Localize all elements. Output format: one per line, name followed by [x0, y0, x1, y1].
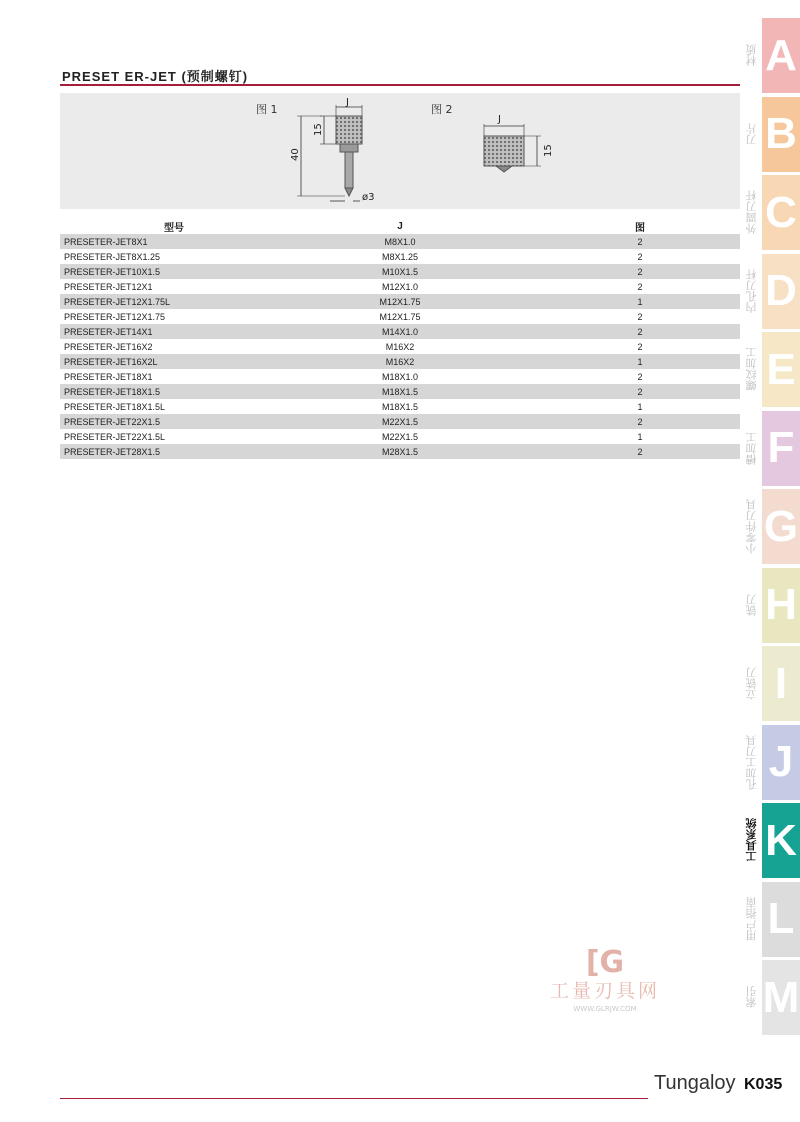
tab-i[interactable]	[740, 646, 800, 721]
cell-model: PRESETER-JET12X1.75L	[60, 294, 260, 309]
tab-b[interactable]	[740, 97, 800, 172]
cell-model: PRESETER-JET8X1	[60, 234, 260, 249]
watermark-url: WWW.GLRJW.COM	[573, 1005, 637, 1013]
tab-letter: J	[762, 725, 800, 800]
tab-label: 立铣刀	[745, 667, 758, 700]
figure-2-label: 图 2	[431, 103, 453, 116]
cell-figure: 2	[540, 309, 740, 324]
tab-letter: M	[762, 960, 800, 1035]
cell-j: M18X1.5	[260, 399, 540, 414]
cell-model: PRESETER-JET16X2	[60, 339, 260, 354]
tab-letter: A	[762, 18, 800, 93]
tab-g[interactable]	[740, 489, 800, 564]
table-row	[60, 234, 740, 249]
header-figure: 图	[635, 223, 645, 234]
tab-label: 刀片	[745, 123, 758, 145]
fig1-dim-d3: ø3	[362, 192, 375, 203]
cell-model: PRESETER-JET18X1	[60, 369, 260, 384]
figure-drawings	[60, 93, 740, 209]
cell-j: M12X1.0	[260, 279, 540, 294]
watermark	[535, 945, 675, 1013]
cell-figure: 1	[540, 354, 740, 369]
tab-letter: L	[762, 882, 800, 957]
cell-figure: 2	[540, 339, 740, 354]
cell-model: PRESETER-JET12X1.75	[60, 309, 260, 324]
header-j: J	[397, 221, 403, 232]
tab-j[interactable]	[740, 725, 800, 800]
table-row	[60, 249, 740, 264]
cell-figure: 2	[540, 264, 740, 279]
cell-model: PRESETER-JET22X1.5L	[60, 429, 260, 444]
fig2-dim-15: 15	[543, 144, 554, 157]
tab-label: 外圆刀杆	[745, 190, 758, 235]
table-row	[60, 399, 740, 414]
cell-model: PRESETER-JET8X1.25	[60, 249, 260, 264]
cell-j: M22X1.5	[260, 414, 540, 429]
table-row	[60, 369, 740, 384]
footer-divider	[60, 1098, 648, 1099]
tab-h[interactable]	[740, 568, 800, 643]
cell-model: PRESETER-JET16X2L	[60, 354, 260, 369]
tab-letter: G	[762, 489, 800, 564]
cell-j: M18X1.0	[260, 369, 540, 384]
tab-l[interactable]	[740, 882, 800, 957]
tab-letter: H	[762, 568, 800, 643]
figure-1-drawing	[297, 105, 362, 201]
table-row	[60, 384, 740, 399]
tab-label: 槽加工	[745, 431, 758, 465]
table-row	[60, 294, 740, 309]
cell-j: M18X1.5	[260, 384, 540, 399]
cell-j: M12X1.75	[260, 294, 540, 309]
tab-label: 用户指南	[745, 897, 758, 941]
fig1-dim-40: 40	[290, 148, 301, 161]
fig2-dim-j: J	[498, 114, 501, 125]
tab-c[interactable]	[740, 175, 800, 250]
tab-letter: F	[762, 411, 800, 486]
cell-j: M10X1.5	[260, 264, 540, 279]
tab-a[interactable]	[740, 18, 800, 93]
cell-model: PRESETER-JET22X1.5	[60, 414, 260, 429]
fig1-dim-15: 15	[313, 123, 324, 136]
page-number: K035	[744, 1076, 783, 1093]
watermark-text: 工量刃具网	[549, 980, 660, 1002]
tab-e[interactable]	[740, 332, 800, 407]
cell-figure: 2	[540, 279, 740, 294]
brand-name: Tungaloy	[654, 1072, 736, 1094]
cell-figure: 2	[540, 444, 740, 459]
tab-letter: C	[762, 175, 800, 250]
header-model: 型号	[164, 223, 184, 234]
tab-letter: I	[762, 646, 800, 721]
table-row	[60, 414, 740, 429]
page-title: PRESET ER-JET (预制螺钉)	[62, 69, 249, 84]
tab-label: 工具系统	[745, 818, 758, 863]
cell-j: M22X1.5	[260, 429, 540, 444]
cell-figure: 2	[540, 414, 740, 429]
cell-figure: 2	[540, 249, 740, 264]
table-row	[60, 354, 740, 369]
cell-j: M8X1.25	[260, 249, 540, 264]
cell-model: PRESETER-JET12X1	[60, 279, 260, 294]
tab-letter: B	[762, 97, 800, 172]
tab-letter: E	[762, 332, 800, 407]
cell-j: M8X1.0	[260, 234, 540, 249]
cell-j: M16X2	[260, 354, 540, 369]
cell-j: M14X1.0	[260, 324, 540, 339]
tab-letter: D	[762, 254, 800, 329]
tab-label: 小零件刀具	[745, 499, 758, 554]
fig1-dim-j: J	[346, 97, 349, 108]
cell-figure: 2	[540, 234, 740, 249]
tab-m[interactable]	[740, 960, 800, 1035]
tab-label: 铣刀	[745, 594, 758, 616]
cell-model: PRESETER-JET14X1	[60, 324, 260, 339]
cell-model: PRESETER-JET10X1.5	[60, 264, 260, 279]
tab-label: 内孔刀杆	[745, 269, 758, 313]
table-row	[60, 279, 740, 294]
figure-2-drawing	[484, 124, 541, 172]
table-row	[60, 309, 740, 324]
title-divider	[60, 84, 740, 86]
tab-letter: K	[762, 803, 800, 878]
cell-model: PRESETER-JET18X1.5L	[60, 399, 260, 414]
table-row	[60, 429, 740, 444]
spec-table	[60, 219, 740, 459]
cell-figure: 1	[540, 294, 740, 309]
table-row	[60, 324, 740, 339]
watermark-logo: [G	[585, 945, 625, 980]
table-row	[60, 264, 740, 279]
figure-1-label: 图 1	[256, 103, 278, 116]
cell-j: M12X1.75	[260, 309, 540, 324]
tab-label: 螺纹加工	[745, 347, 758, 392]
cell-figure: 2	[540, 384, 740, 399]
tab-f[interactable]	[740, 411, 800, 486]
tab-d[interactable]	[740, 254, 800, 329]
cell-j: M16X2	[260, 339, 540, 354]
table-header-row	[60, 219, 740, 234]
table-row	[60, 339, 740, 354]
cell-model: PRESETER-JET18X1.5	[60, 384, 260, 399]
tab-label: 孔加工刀具	[745, 734, 758, 790]
cell-figure: 1	[540, 429, 740, 444]
cell-figure: 2	[540, 324, 740, 339]
tab-label: 索引	[745, 986, 758, 1009]
cell-model: PRESETER-JET28X1.5	[60, 444, 260, 459]
cell-figure: 2	[540, 369, 740, 384]
cell-j: M28X1.5	[260, 444, 540, 459]
figure-panel	[60, 93, 740, 209]
table-row	[60, 444, 740, 459]
tab-k[interactable]	[740, 803, 800, 878]
cell-figure: 1	[540, 399, 740, 414]
tab-label: 材质	[745, 44, 758, 67]
